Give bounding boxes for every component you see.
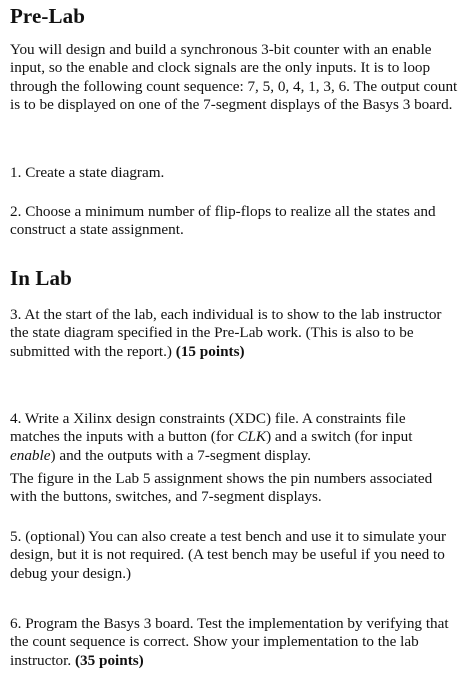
inlab-step-4-text-a: 4. Write a Xilinx design constraints (XDC) file. A constraints file matches the inputs with a button (for	[10, 410, 406, 446]
inlab-step-6-text: 6. Program the Basys 3 board. Test the implementation by verifying that the count sequence is correct. Show your implementation to the lab instructor.	[10, 615, 449, 669]
inlab-step-4-clk: CLK	[237, 428, 267, 446]
prelab-step-1: 1. Create a state diagram.	[10, 164, 165, 181]
inlab-step-3-points: (15 points)	[175, 342, 245, 360]
inlab-step-3	[10, 306, 458, 361]
inlab-step-4-enable: enable	[10, 446, 51, 464]
inlab-step-6-points: (35 points)	[74, 651, 144, 669]
inlab-heading: In Lab	[10, 266, 72, 290]
inlab-step-4-text-c: ) and the outputs with a 7-segment display.	[50, 446, 312, 464]
inlab-step-4	[10, 410, 458, 465]
prelab-step-2: 2. Choose a minimum number of flip-flops to realize all the states and construct a state assignment.	[10, 203, 436, 239]
inlab-figure-note: The figure in the Lab 5 assignment shows the pin numbers associated with the buttons, switches, and 7-segment displays.	[10, 470, 433, 506]
prelab-intro-paragraph: You will design and build a synchronous 3-bit counter with an enable input, so the enable and clock signals are the only inputs. It is to loop through the following count sequence: 7, 5, 0, 4, 1, 3, 6. The output count is to be displayed on one of the 7-segment displays of the Basys 3 board.	[10, 41, 458, 114]
inlab-step-5: 5. (optional) You can also create a test bench and use it to simulate your design, but it is not required. (A test bench may be useful if you need to debug your design.)	[10, 528, 447, 582]
inlab-step-6	[10, 615, 458, 670]
inlab-step-3-text: 3. At the start of the lab, each individual is to show to the lab instructor the state diagram specified in the Pre-Lab work. (This is also to be submitted with the report.)	[10, 306, 442, 360]
prelab-heading: Pre-Lab	[10, 4, 85, 28]
inlab-step-4-text-b: ) and a switch (for input	[266, 428, 413, 446]
